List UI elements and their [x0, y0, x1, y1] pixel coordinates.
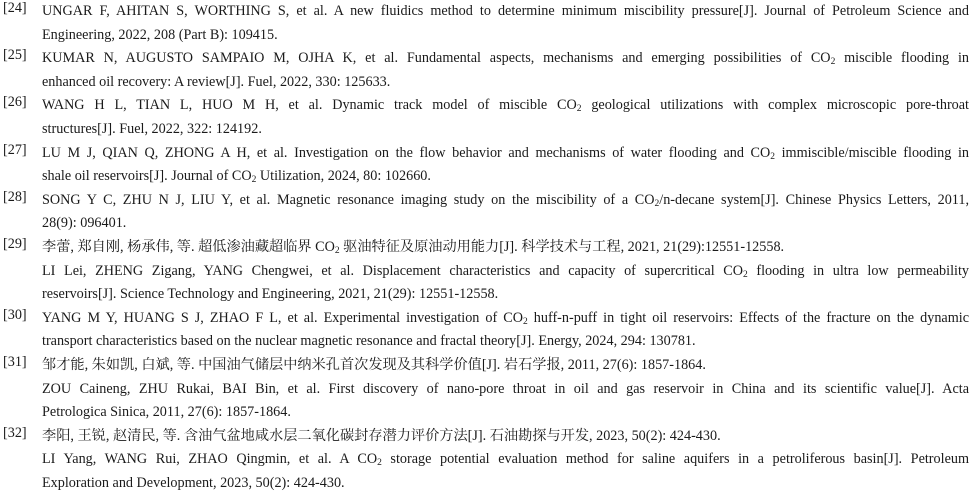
reference-line: LU M J, QIAN Q, ZHONG A H, et al. Investigation on the flow behavior and mechanisms of water flooding and $CO_2$ immiscible/miscible flooding in	[42, 144, 969, 162]
reference-line: WANG H L, TIAN L, HUO M H, et al. Dynamic track model of miscible $CO_2$ geological utilizations with complex microscopic pore-throat	[42, 97, 969, 115]
reference-number: [27]	[3, 141, 27, 158]
reference-24	[0, 0, 975, 47]
reference-number: [30]	[3, 306, 27, 323]
reference-line: structures[J]. Fuel, 2022, 322: 124192.	[42, 120, 262, 137]
reference-number: [26]	[3, 94, 27, 111]
reference-32	[0, 425, 975, 496]
reference-line: YANG M Y, HUANG S J, ZHAO F L, et al. Experimental investigation of $CO_2$ huff-n-puff in tight oil reservoirs: Effects of the fracture on the dynamic	[42, 309, 969, 327]
reference-line: ZOU Caineng, ZHU Rukai, BAI Bin, et al. First discovery of nano-pore throat in oil and gas reservoir in China and its scientific value[J]. Acta	[42, 380, 969, 397]
reference-line: 李阳, 王锐, 赵清民, 等. 含油气盆地咸水层二氧化碳封存潜力评价方法[J]. 石油勘探与开发, 2023, 50(2): 424-430.	[42, 427, 721, 444]
reference-line: Exploration and Development, 2023, 50(2): 424-430.	[42, 474, 345, 491]
reference-30	[0, 307, 975, 354]
reference-28	[0, 189, 975, 236]
reference-line: Engineering, 2022, 208 (Part B): 109415.	[42, 26, 278, 43]
reference-line: SONG Y C, ZHU N J, LIU Y, et al. Magnetic resonance imaging study on the miscibility of a $CO_2/n$-decane system[J]. Chinese Physics Letters, 2011,	[42, 191, 970, 209]
reference-number: [24]	[3, 0, 27, 16]
reference-line: Petrologica Sinica, 2011, 27(6): 1857-1864.	[42, 404, 291, 421]
reference-26	[0, 94, 975, 141]
reference-line: 邹才能, 朱如凯, 白斌, 等. 中国油气储层中纳米孔首次发现及其科学价值[J]. 岩石学报, 2011, 27(6): 1857-1864.	[42, 357, 706, 373]
reference-number: [28]	[3, 188, 27, 205]
reference-line: LI Lei, ZHENG Zigang, YANG Chengwei, et al. Displacement characteristics and capacity of supercritical $CO_2$ flooding in ultra low permeability	[42, 262, 969, 280]
reference-line: UNGAR F, AHITAN S, WORTHING S, et al. A new fluidics method to determine minimum miscibility pressure[J]. Journal of Petroleum Science and	[42, 3, 969, 19]
reference-line: 李蕾, 郑自刚, 杨承伟, 等. 超低渗油藏超临界 $CO_2$ 驱油特征及原油动用能力[J]. 科学技术与工程, 2021, 21(29):12551-12558.	[42, 239, 785, 256]
reference-29	[0, 236, 975, 307]
reference-line: LI Yang, WANG Rui, ZHAO Qingmin, et al. A $CO_2$ storage potential evaluation method for saline aquifers in a petroliferous basin[J]. Petroleum	[42, 451, 969, 469]
reference-25	[0, 47, 975, 94]
reference-number: [31]	[3, 354, 27, 370]
reference-line: 28(9): 096401.	[42, 215, 127, 232]
reference-line: transport characteristics based on the nuclear magnetic resonance and fractal theory[J]. Energy, 2024, 294: 130781.	[42, 333, 696, 350]
reference-line: enhanced oil recovery: A review[J]. Fuel, 2022, 330: 125633.	[42, 73, 391, 90]
reference-number: [25]	[3, 47, 27, 64]
reference-line: shale oil reservoirs[J]. Journal of $CO_2$ Utilization, 2024, 80: 102660.	[42, 168, 431, 186]
reference-27	[0, 142, 975, 189]
reference-number: [32]	[3, 424, 27, 441]
reference-line: KUMAR N, AUGUSTO SAMPAIO M, OJHA K, et al. Fundamental aspects, mechanisms and emerging possibilities of $CO_2$ miscible flooding in	[42, 50, 969, 68]
reference-31	[0, 354, 975, 425]
reference-line: reservoirs[J]. Science Technology and Engineering, 2021, 21(29): 12551-12558.	[42, 286, 499, 303]
reference-number: [29]	[3, 236, 27, 252]
